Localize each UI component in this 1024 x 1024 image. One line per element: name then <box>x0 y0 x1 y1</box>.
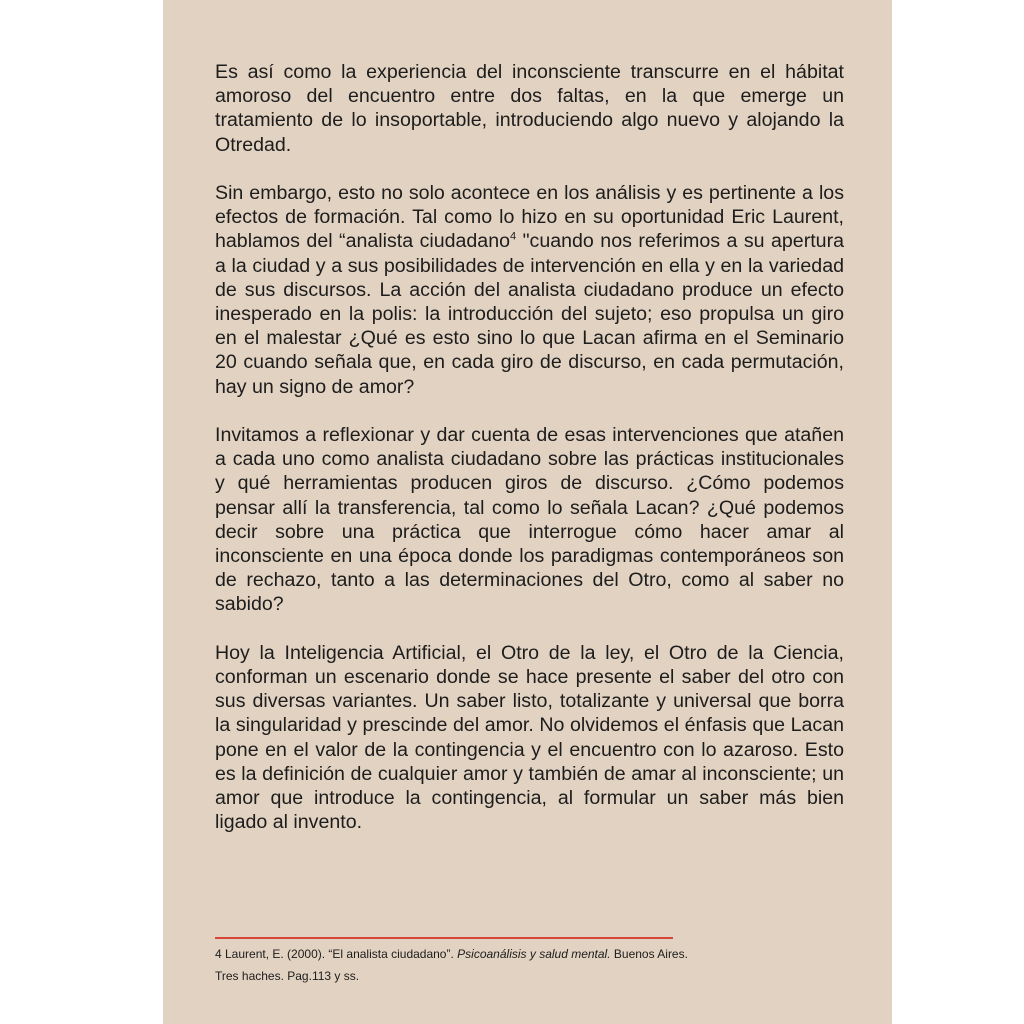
footnote-title: Psicoanálisis y salud mental. <box>457 947 611 961</box>
footnote-reference: 4 <box>510 230 517 243</box>
body-text <box>215 60 844 834</box>
footnote-line-1 <box>215 943 775 965</box>
paragraph-1: Es así como la experiencia del inconsciente transcurre en el hábitat amoroso del encuentro entre dos faltas, en la que emerge un tratamiento de lo insoportable, introduciendo algo nuevo y alojando la Otredad. <box>215 61 844 156</box>
paragraph-2-text-start: Sin embargo, esto no solo acontece en los análisis y es pertinente a los efectos de formación. Tal como lo hizo en su oportunidad Eric Laurent, hablamos del “analista ciudadano <box>215 182 844 253</box>
footnote <box>215 943 775 987</box>
footnote-line-2: Tres haches. Pag.113 y ss. <box>215 969 360 983</box>
footnote-divider <box>215 937 673 939</box>
paragraph-2 <box>215 181 844 399</box>
footnote-prefix: 4 Laurent, E. (2000). “El analista ciudadano”. <box>215 947 458 961</box>
footnote-suffix: Buenos Aires. <box>610 947 688 961</box>
paragraph-3: Invitamos a reflexionar y dar cuenta de esas intervenciones que atañen a cada uno como analista ciudadano sobre las prácticas institucionales y qué herramientas producen giros de discurso. ¿Cómo podemos pensar allí la transferencia, tal como lo señala Lacan? ¿Qué podemos decir sobre una práctica que interrogue cómo hacer amar al inconsciente en una época donde los paradigmas contemporáneos son de rechazo, tanto a las determinaciones del Otro, como al saber no sabido? <box>215 424 844 616</box>
document-page <box>163 0 892 1024</box>
paragraph-4: Hoy la Inteligencia Artificial, el Otro de la ley, el Otro de la Ciencia, conforman un escenario donde se hace presente el saber del otro con sus diversas variantes. Un saber listo, totalizante y universal que borra la singularidad y prescinde del amor. No olvidemos el énfasis que Lacan pone en el valor de la contingencia y el encuentro con lo azaroso. Esto es la definición de cualquier amor y también de amar al inconsciente; un amor que introduce la contingencia, al formular un saber más bien ligado al invento. <box>215 641 844 834</box>
paragraph-2-text-end: "cuando nos referimos a su apertura a la ciudad y a sus posibilidades de intervención en ella y en la variedad de sus discursos. La acción del analista ciudadano produce un efecto inesperado en la polis: la introducción del sujeto; eso propulsa un giro en el malestar ¿Qué es esto sino lo que Lacan afirma en el Seminario 20 cuando señala que, en cada giro de discurso, en cada permutación, hay un signo de amor? <box>215 230 844 398</box>
